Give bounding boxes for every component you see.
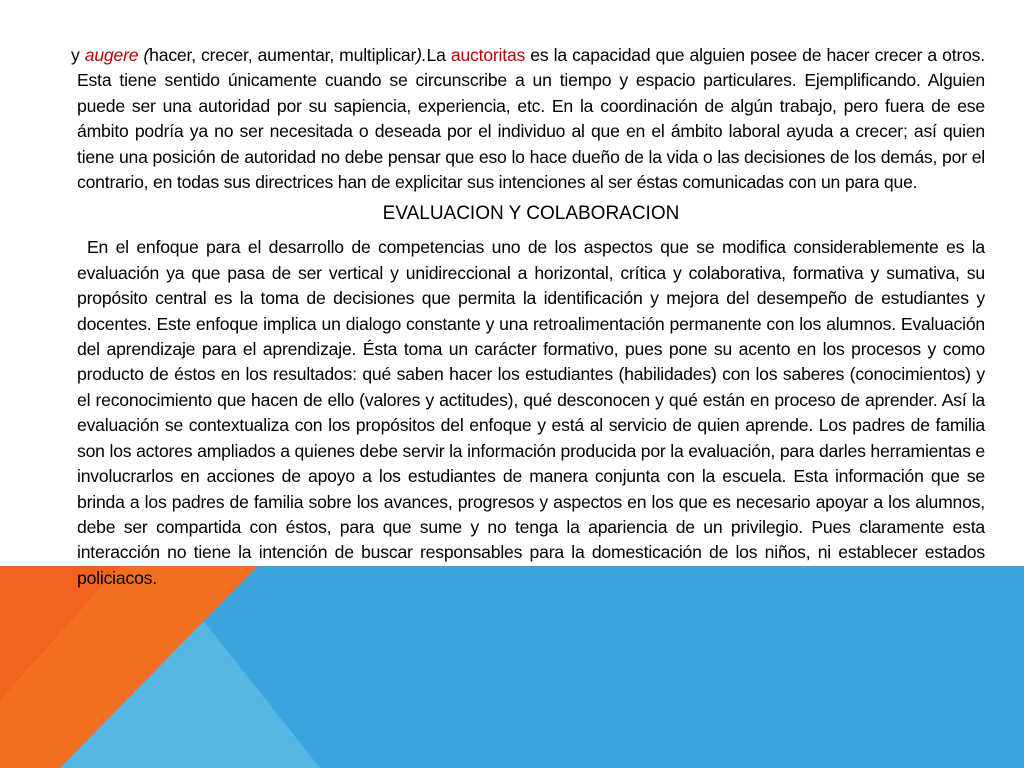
text-run: ).: [416, 45, 427, 65]
text-run: La: [426, 45, 451, 65]
section-heading: EVALUACION Y COLABORACION: [382, 203, 680, 225]
paragraph-evaluacion: En el enfoque para el desarrollo de competencias uno de los aspectos que se modifica considerablemente es la evaluación ya que pasa de ser vertical y unidireccional a horizontal, crítica y colaborativa, formativa y sumativa, su propósito central es la toma de decisiones que permita la identificación y mejora del desempeño de estudiantes y docentes. Este enfoque implica un dialogo constante y una retroalimentación permanente con los alumnos. Evaluación del aprendizaje para el aprendizaje. Ésta toma un carácter formativo, pues pone su acento en los procesos y como producto de éstos en los resultados: qué saben hacer los estudiantes (habilidades) con los saberes (conocimientos) y el reconocimiento que hacen de ello (valores y actitudes), qué desconocen y qué están en proceso de aprender. Así la evaluación se contextualiza con los propósitos del enfoque y está al servicio de quien aprende. Los padres de familia son los actores ampliados a quienes debe servir la información producida por la evaluación, para darles herramientas e involucrarlos en acciones de apoyo a los estudiantes de manera conjunta con la escuela. Esta información que se brinda a los padres de familia sobre los avances, progresos y aspectos en los que es necesario apoyar a los alumnos, debe ser compartida con éstos, para que sume y no tenga la apariencia de un privilegio. Pues claramente esta interacción no tiene la intención de buscar responsables para la domesticación de los niños, ni establecer estados policiacos.: [77, 237, 985, 588]
slide-content: [71, 43, 985, 591]
text-run: es la capacidad que alguien posee de hacer crecer a otros. Esta tiene sentido únicamente cuando se circunscribe a un tiempo y espacio particulares. Ejemplificando. Alguien puede ser una autoridad por su sapiencia, experiencia, etc. En la coordinación de algún trabajo, pero fuera de ese ámbito podría ya no ser necesitada o deseada por el individuo al que en el ámbito laboral ayuda a crecer; así quien tiene una posición de autoridad no debe pensar que eso lo hace dueño de la vida o las decisiones de los demás, por el contrario, en todas sus directrices han de explicitar sus intenciones al ser éstas comunicadas con un para que.: [77, 45, 985, 193]
text-run: (: [138, 45, 150, 65]
term-augere: augere: [84, 45, 139, 65]
paragraph-auctoritas: [71, 43, 985, 195]
text-run: hacer, crecer, aumentar, multiplicar: [149, 45, 417, 65]
term-auctoritas: auctoritas: [450, 45, 526, 65]
text-run: y: [71, 45, 85, 65]
